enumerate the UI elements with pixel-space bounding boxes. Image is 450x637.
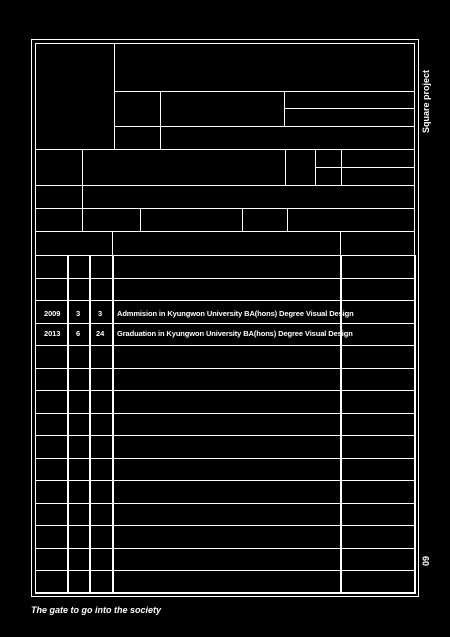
row1-month: 3 (76, 309, 81, 318)
history-cell (89, 390, 114, 414)
page-number: 09 (421, 555, 431, 566)
history-cell (35, 525, 69, 549)
history-cell (112, 570, 342, 594)
history-cell (340, 503, 416, 526)
row2-day: 24 (96, 329, 105, 338)
history-cell (35, 390, 69, 414)
history-cell (112, 525, 342, 549)
family-cell-2 (82, 208, 141, 232)
history-cell (67, 548, 91, 571)
history-cell (67, 480, 91, 504)
family-cell-5 (287, 208, 415, 232)
history-cell (89, 255, 114, 279)
project-title: Square project (421, 69, 431, 133)
email-value-cell (82, 185, 415, 209)
history-cell (112, 368, 342, 391)
history-cell (112, 548, 342, 571)
history-cell (67, 278, 91, 301)
history-cell (89, 525, 114, 549)
history-cell (89, 570, 114, 594)
history-cell (35, 480, 69, 504)
row2-month: 6 (76, 329, 81, 338)
history-cell (112, 458, 342, 481)
history-cell (112, 503, 342, 526)
history-cell (112, 480, 342, 504)
history-cell (112, 345, 342, 369)
name-extra-bottom (284, 108, 415, 127)
history-cell (67, 458, 91, 481)
history-cell (35, 368, 69, 391)
history-cell (112, 255, 342, 279)
history-cell (67, 255, 91, 279)
history-cell (67, 345, 91, 369)
history-cell (35, 413, 69, 436)
history-cell (340, 368, 416, 391)
history-cell (340, 278, 416, 301)
family-cell-4 (242, 208, 288, 232)
history-cell (67, 525, 91, 549)
history-cell (35, 278, 69, 301)
history-cell (89, 503, 114, 526)
history-cell (89, 480, 114, 504)
history-cell (35, 255, 69, 279)
history-cell (112, 278, 342, 301)
row2-event: Graduation in Kyungwon University BA(hons) Degree Visual Design (117, 329, 353, 338)
history-cell (35, 458, 69, 481)
history-cell (112, 435, 342, 459)
photo-box (35, 43, 115, 150)
history-cell (89, 435, 114, 459)
history-cell (35, 548, 69, 571)
history-cell (340, 480, 416, 504)
history-cell (340, 435, 416, 459)
name-extra-top (284, 91, 415, 109)
header-wide-cell (114, 43, 415, 92)
history-cell (112, 390, 342, 414)
history-cell (340, 570, 416, 594)
contact-small-2 (341, 149, 415, 168)
history-cell (340, 390, 416, 414)
history-cell (89, 368, 114, 391)
history-cell (89, 548, 114, 571)
contact-small-4 (341, 167, 415, 186)
family-cell-1 (35, 208, 83, 232)
name-label-cell (114, 91, 161, 127)
history-cell (67, 435, 91, 459)
row1-event: Admmision in Kyungwon University BA(hons) Degree Visual Design (117, 309, 354, 318)
birth-value-cell (160, 126, 415, 150)
row1-day: 3 (98, 309, 103, 318)
history-cell (67, 570, 91, 594)
history-cell (340, 548, 416, 571)
history-cell (35, 570, 69, 594)
birth-label-cell (114, 126, 161, 150)
history-cell (340, 413, 416, 436)
history-note-header (340, 231, 415, 256)
address-value-cell (82, 149, 286, 186)
contact-small-1 (315, 149, 342, 168)
row2-year: 2013 (44, 329, 61, 338)
history-date-header (35, 231, 113, 256)
history-cell (67, 413, 91, 436)
history-cell (112, 413, 342, 436)
history-cell (89, 458, 114, 481)
row1-year: 2009 (44, 309, 61, 318)
history-cell (35, 345, 69, 369)
history-cell (67, 503, 91, 526)
email-label-cell (35, 185, 83, 209)
history-cell (340, 525, 416, 549)
history-cell (340, 255, 416, 279)
page-caption: The gate to go into the society (31, 605, 162, 615)
history-cell (340, 345, 416, 369)
history-cell (89, 413, 114, 436)
name-value-cell (160, 91, 285, 127)
history-cell (35, 503, 69, 526)
family-cell-3 (140, 208, 243, 232)
contact-label-cell (285, 149, 316, 186)
history-cell (67, 368, 91, 391)
history-cell (35, 435, 69, 459)
history-content-header (112, 231, 341, 256)
history-cell (89, 278, 114, 301)
history-cell (67, 390, 91, 414)
history-cell (89, 345, 114, 369)
contact-small-3 (315, 167, 342, 186)
address-label-cell (35, 149, 83, 186)
history-cell (340, 458, 416, 481)
